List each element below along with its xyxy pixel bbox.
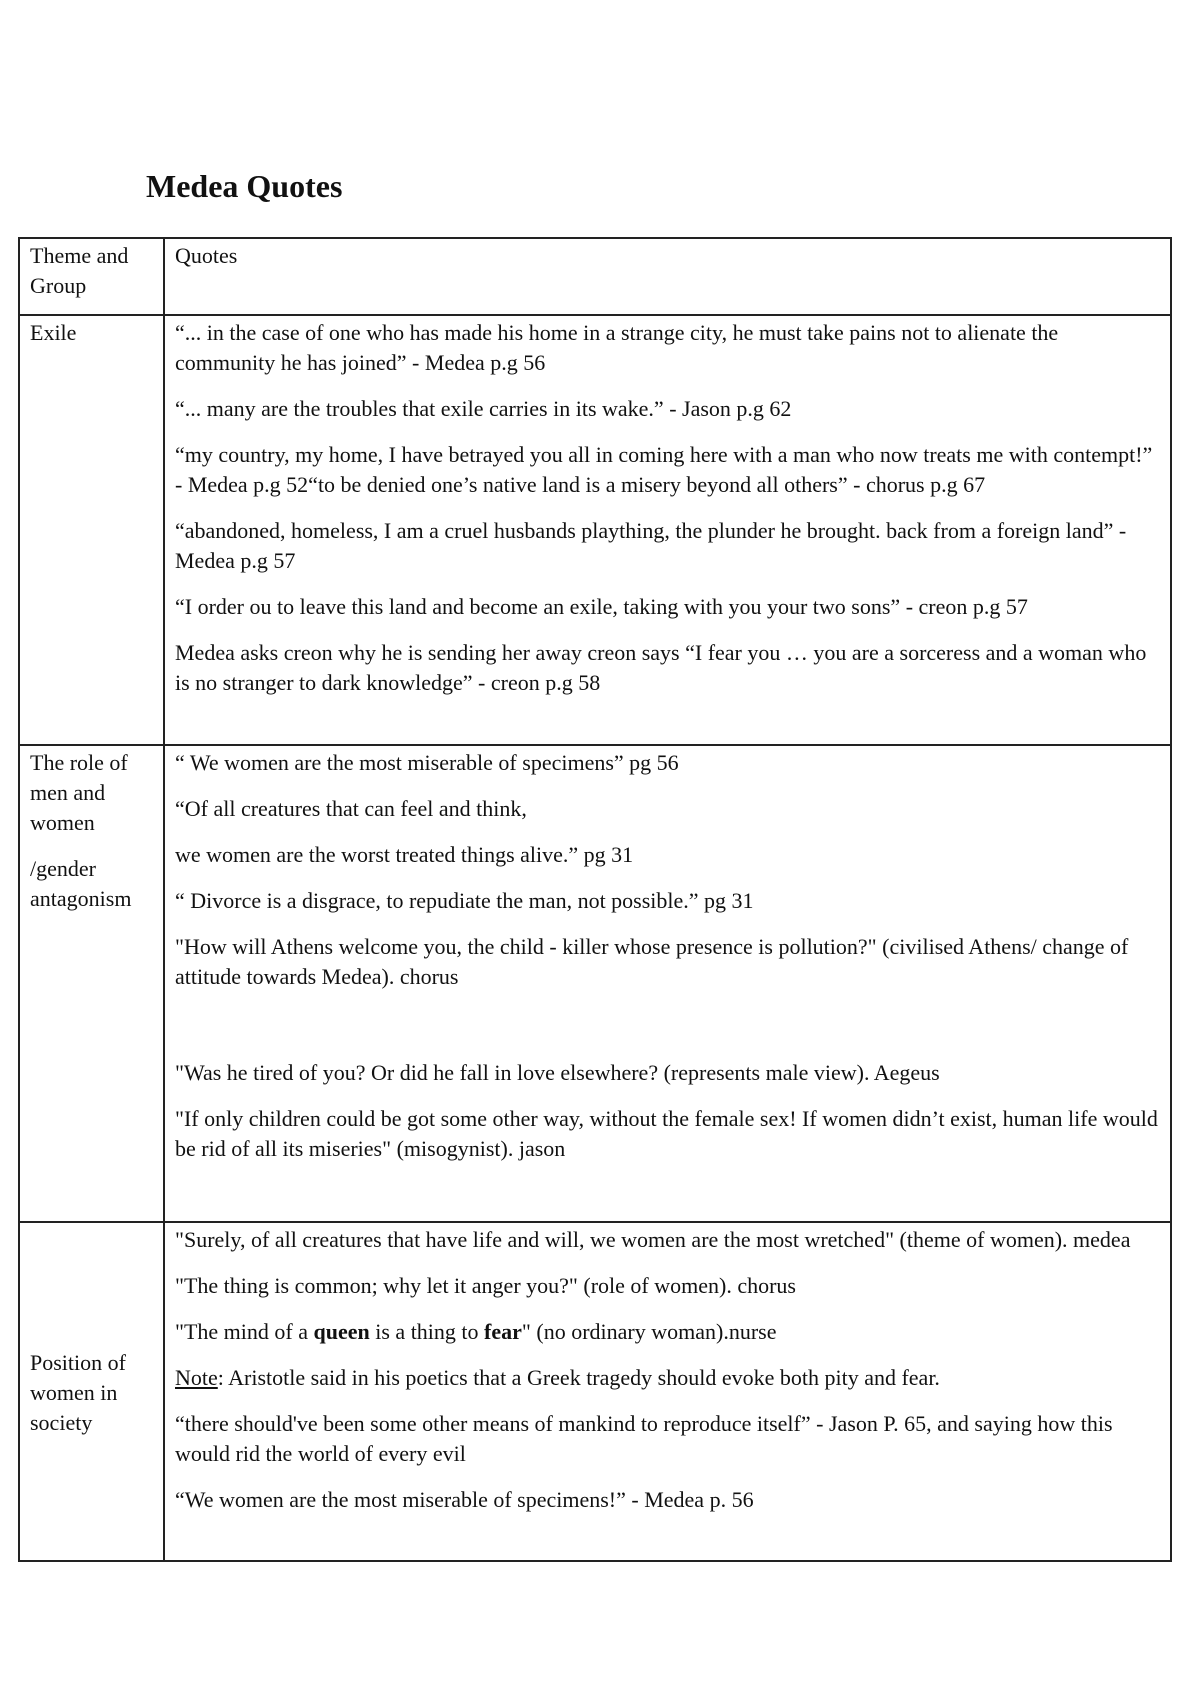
- header-theme-cell: [19, 238, 164, 315]
- queen-quote-bold-queen: queen: [313, 1319, 370, 1344]
- header-quotes-cell: [164, 238, 1171, 315]
- quote: we women are the worst treated things alive.” pg 31: [175, 842, 634, 867]
- theme-label-gender: The role of men and women: [30, 750, 128, 835]
- quote: "The thing is common; why let it anger you?" (role of women). chorus: [175, 1273, 796, 1298]
- quote: “abandoned, homeless, I am a cruel husbands plaything, the plunder he brought. back from a foreign land” - Medea p.g 57: [175, 518, 1127, 573]
- theme-label-position: Position of women in society: [30, 1349, 126, 1435]
- queen-quote-bold-fear: fear: [484, 1319, 522, 1344]
- note-text: : Aristotle said in his poetics that a Greek tragedy should evoke both pity and fear.: [217, 1365, 940, 1390]
- queen-quote-before: "The mind of a: [175, 1319, 314, 1344]
- quote: “... in the case of one who has made his home in a strange city, he must take pains not to alienate the community he has joined” - Medea p.g 56: [175, 320, 1059, 375]
- quote: “We women are the most miserable of specimens!” - Medea p. 56: [175, 1487, 754, 1512]
- quote: “I order ou to leave this land and become an exile, taking with you your two sons” - creon p.g 57: [175, 594, 1028, 619]
- quotes-cell-exile: [164, 315, 1171, 745]
- quote: "If only children could be got some other way, without the female sex! If women didn’t exist, human life would be rid of all its miseries" (misogynist). jason: [175, 1106, 1158, 1161]
- quote: “my country, my home, I have betrayed you all in coming here with a man who now treats me with contempt!” - Medea p.g 52“to be denied one’s native land is a misery beyond all others” - chorus p.g 67: [175, 442, 1153, 497]
- header-theme-label: Theme and Group: [30, 243, 129, 298]
- table-row-exile: [19, 315, 1171, 745]
- quote: "Was he tired of you? Or did he fall in love elsewhere? (represents male view). Aegeus: [175, 1060, 940, 1085]
- note-label: Note: [175, 1365, 218, 1390]
- queen-quote-after: " (no ordinary woman).nurse: [521, 1319, 777, 1344]
- quote: “ We women are the most miserable of specimens” pg 56: [175, 750, 679, 775]
- queen-quote: [175, 1317, 1162, 1347]
- quote: "How will Athens welcome you, the child - killer whose presence is pollution?" (civilised Athens/ change of attitude towards Medea). chorus: [175, 934, 1129, 989]
- table-row-gender: [19, 745, 1171, 1222]
- note-paragraph: [175, 1363, 1162, 1393]
- quote: Medea asks creon why he is sending her away creon says “I fear you … you are a sorceress and a woman who is no stranger to dark knowledge” - creon p.g 58: [175, 640, 1147, 695]
- quote: “there should've been some other means of mankind to reproduce itself” - Jason P. 65, and saying how this would rid the world of every evil: [175, 1411, 1113, 1466]
- header-quotes-label: Quotes: [175, 243, 238, 268]
- queen-quote-middle: is a thing to: [369, 1319, 485, 1344]
- theme-cell-position: [19, 1222, 164, 1561]
- document-title: Medea Quotes: [146, 168, 343, 204]
- quote: “ Divorce is a disgrace, to repudiate the man, not possible.” pg 31: [175, 888, 754, 913]
- quotes-cell-position: [164, 1222, 1171, 1561]
- table-header-row: [19, 238, 1171, 315]
- table-row-position: [19, 1222, 1171, 1561]
- theme-cell-gender: [19, 745, 164, 1222]
- quote: "Surely, of all creatures that have life and will, we women are the most wretched" (theme of women). medea: [175, 1227, 1131, 1252]
- quotes-table: [18, 237, 1172, 1562]
- theme-cell-exile: [19, 315, 164, 745]
- quote: “Of all creatures that can feel and think,: [175, 796, 527, 821]
- quote: “... many are the troubles that exile carries in its wake.” - Jason p.g 62: [175, 396, 792, 421]
- theme-label-gender-antagonism: /gender antagonism: [30, 856, 132, 911]
- quotes-cell-gender: [164, 745, 1171, 1222]
- theme-label-exile: Exile: [30, 320, 77, 345]
